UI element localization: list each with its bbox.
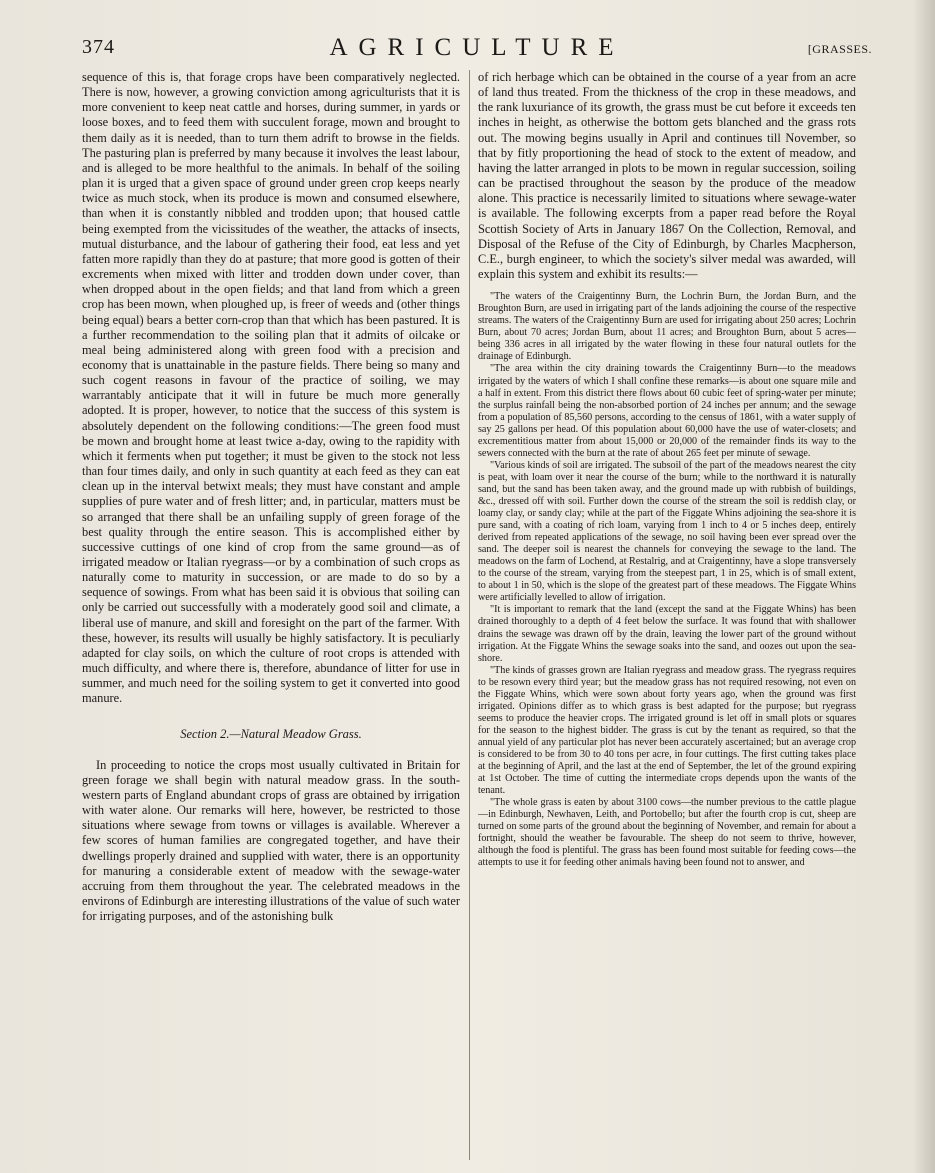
- running-title: AGRICULTURE: [329, 34, 625, 61]
- right-paragraph-1: of rich herbage which can be obtained in the course of a year from an acre of land thus treated. From the thickness of the crop in these meadows, and the rank luxuriance of its growth, the grass must be cut before it exceeds ten inches in height, as otherwise the bottom gets blanched and the grass rots out. The mowing begins usually in April and continues till November, so that by fitly proportioning the head of stock to the extent of meadow, and having the latter arranged in plots to be mown in regular succession, soiling can be practised throughout the season by the produce of the meadow alone. This practice is necessarily limited to situations where sewage-water is available. The following excerpts from a paper read before the Royal Scottish Society of Arts in January 1867 On the Collection, Removal, and Disposal of the Refuse of the City of Edinburgh, by Charles Macpherson, C.E., burgh engineer, to which the society's silver medal was awarded, will explain this system and exhibit its results:—: [478, 70, 856, 282]
- left-column: [82, 70, 460, 1160]
- running-section: [GRASSES.: [807, 42, 872, 56]
- section-heading: Section 2.—Natural Meadow Grass.: [180, 726, 362, 741]
- page-header: [82, 36, 872, 66]
- quote-paragraph-1: "The waters of the Craigentinny Burn, the Lochrin Burn, the Jordan Burn, and the Broughton Burn, are used in irrigating part of the lands adjoining the course of the respective streams. The waters of the Craigentinny Burn are used for irrigating about 250 acres; Lochrin Burn, about 70 acres; Jordan Burn, about 11 acres; and Broughton Burn, about 5 acres—being 336 acres in all irrigated by the water flowing in these four natural outlets for the drainage of Edinburgh.: [478, 291, 856, 363]
- quote-paragraph-2: "The area within the city draining towards the Craigentinny Burn—to the meadows irrigated by the waters of which I shall confine these remarks—is about one square mile and a half in extent. From this district there flows about 60 cubic feet of spring-water per minute; the surplus rainfall being the non-absorbed portion of 24 inches per annum; and the sewage from a population of 85,560 persons, according to the census of 1861, with a water supply of say 25 gallons per head. Of this population about 60,000 have the use of water-closets; and excrementitious matter from about 15,000 or 20,000 of the remainder finds its way to the sewers connected with the burn at the rate of about 265 feet per minute of sewage.: [478, 363, 856, 459]
- quote-paragraph-5: "The kinds of grasses grown are Italian ryegrass and meadow grass. The ryegrass requires to be resown every third year; but the meadow grass has not required resowing, not even on the Figgate Whins, which were sown about forty years ago, when the ground was first irrigated. Opinions differ as to which grass is best adapted for the purpose; but ryegrass seems to produce the heavier crops. The irrigated ground is let off in small plots or squares for the season to the highest bidder. The grass is cut by the tenant as required, so that the annual yield of any particular plot has never been accurately ascertained; but an average crop is considered to be from 30 to 40 tons per acre, in four cuttings. The first cutting takes place at the beginning of April, and the last at the end of September, the let of the ground expiring at 1st October. The time of cutting the intermediate crops depends upon the wants of the tenant.: [478, 664, 856, 797]
- column-rule: [469, 70, 470, 1160]
- page-edge-shadow: [913, 0, 935, 1173]
- left-paragraph-2: In proceeding to notice the crops most usually cultivated in Britain for green forage we shall begin with natural meadow grass. In the south-western parts of England abundant crops of grass are obtained by irrigation with water alone. Our remarks will here, however, be restricted to those situations where sewage from towns or villages is available. Wherever a few scores of human families are congregated together, and have their dwellings properly drained and supplied with water, there is an opportunity for manuring a considerable extent of meadow with the sewage-water accruing from them throughout the year. The celebrated meadows in the environs of Edinburgh are interesting illustrations of the value of such water for irrigating purposes, and of the astonishing bulk: [82, 757, 460, 924]
- quote-paragraph-4: "It is important to remark that the land (except the sand at the Figgate Whins) has been drained thoroughly to a depth of 4 feet below the surface. It was found that with shallower drains the sewage was drawn off by the drain, leaving the lower part of the ground without irrigation. At the Figgate Whins the sewage soaks into the sand, and oozes out upon the sea-shore.: [478, 604, 856, 664]
- page-number: 374: [82, 36, 115, 58]
- left-paragraph-1: sequence of this is, that forage crops have been comparatively neglected. There is now, however, a growing conviction among agriculturists that it is more convenient to keep neat cattle and horses, during summer, in yards or loose boxes, and to feed them with succulent forage, mown and brought to them daily as it is needed, than to turn them adrift to browse in the fields. The pasturing plan is preferred by many because it involves the least labour, and is alleged to be more healthful to the animals. In behalf of the soiling plan it is urged that a given space of ground under green crop keeps nearly twice as much stock, when its produce is mown and consumed elsewhere, than when it is constantly nibbled and trodden upon; that housed cattle being exempted from the vicissitudes of the weather, the attacks of insects, mutual disturbance, and the labour of gathering their food, eat less and yet fatten more rapidly than they do at pasture; that more good is gotten of their excrements when mixed with litter and trodden down under cover, than when dropped about in the open fields; and that land from which a green crop has been mown, when ploughed up, is freer of weeds and (other things being equal) bears a better corn-crop than that which has been pastured. It is a further recommendation to the soiling plan that it admits of oilcake or meal being administered along with green food with a precision and economy that is unattainable in the pasture fields. There being so many and such cogent reasons in favour of the practice of soiling, we may warrantably anticipate that it will in future be much more generally adopted. It is proper, however, to notice that the success of this system is absolutely dependent on the following conditions:—The green food must be mown and brought home at least twice a-day, owing to the rapidity with which it ferments when put together; it must be given to the stock not less than four times daily, and only in such quantity at each feed as they can eat clean up in the interval betwixt meals; they must have constant and ample supplies of pure water and of fresh litter; and, in particular, matters must be so arranged that there shall be an unfailing supply of green forage of the best quality through the entire season. This is accomplished either by successive cuttings of one kind of crop from the same ground—as of irrigated meadow or Italian ryegrass—or by a combination of such crops as naturally come to maturity in succession, or are made to do so by a sequence of sowings. From what has been said it is obvious that soiling can only be carried out successfully with a moderately good soil and climate, a liberal use of manure, and skill and foresight on the part of the farmer. With these, however, its results will usually be highly satisfactory. It is peculiarly adapted for clay soils, on which the culture of root crops is attended with much difficulty, and where there is, therefore, abundance of litter for use in summer, and much need for the soiling system to get it converted into good manure.: [82, 70, 460, 706]
- quote-paragraph-3: "Various kinds of soil are irrigated. The subsoil of the part of the meadows nearest the city is peat, with loam over it near the course of the burn; while to the northward it is naturally sand, but the sand has been taken away, and the ground made up with rubbish of buildings, &c., dressed off with soil. Further down the course of the stream the soil is reddish clay, or loamy clay, or sandy clay; while at the part of the Figgate Whins adjoining the sea-shore it is pure sand, with a coating of rich loam, varying from 1 inch to 4 or 5 inches deep, entirely derived from repeated applications of the sewage, no soil having been ever spread over the sand. The deeper soil is nearest the channels for conveying the sewage to the land. The meadows on the farm of Lochend, at Restalrig, and at Craigentinny, have a slope transversely to the course of the stream, varying from the steepest part, 1 in 25, which is of small extent, to about 1 in 50, which is the slope of the greatest part of these meadows. The Figgate Whins were artificially levelled to allow of irrigation.: [478, 459, 856, 604]
- right-column: [478, 70, 856, 1160]
- quote-paragraph-6: "The whole grass is eaten by about 3100 cows—the number previous to the cattle plague—in Edinburgh, Newhaven, Leith, and Portobello; but after the fourth crop is cut, sheep are turned on some parts of the ground about the beginning of November, and remain for about a fortnight, should the weather be favourable. The sheep do not seem to thrive, however, although the food is plentiful. The grass has been found most suitable for feeding cows—the attempts to use it for feeding other animals having been found not to answer, and: [478, 797, 856, 869]
